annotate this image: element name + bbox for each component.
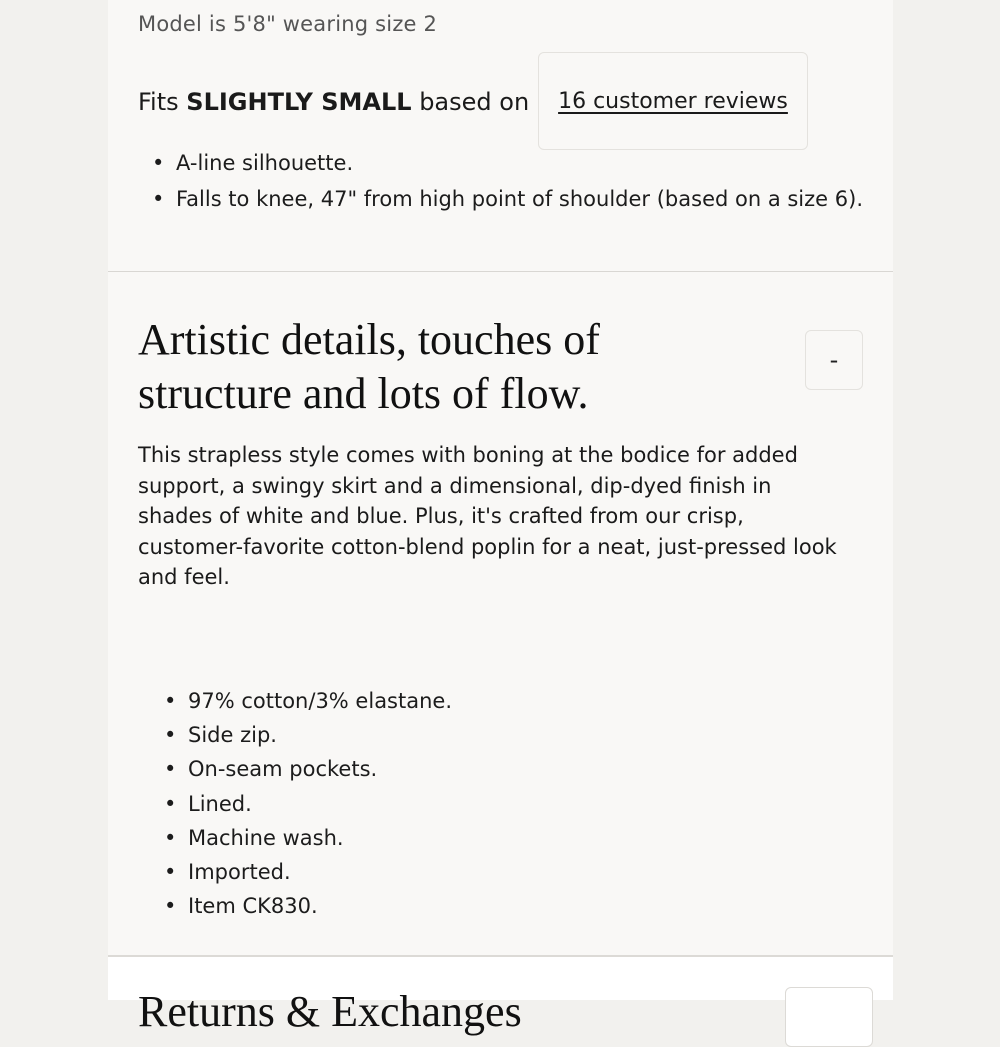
list-item — [150, 150, 870, 176]
list-item — [162, 787, 452, 821]
fit-details-list — [150, 150, 870, 222]
model-size-note: Model is 5'8" wearing size 2 — [138, 12, 438, 36]
returns-heading: Returns & Exchanges — [138, 987, 522, 1036]
bullet-icon: • — [164, 860, 177, 885]
list-item — [150, 186, 870, 212]
bullet-icon: • — [164, 757, 177, 782]
fit-prefix: Fits — [138, 88, 187, 116]
returns-section[interactable] — [108, 957, 893, 1036]
feature-text: 97% cotton/3% elastane. — [188, 689, 453, 713]
bullet-icon: • — [164, 723, 177, 748]
list-item — [162, 889, 452, 923]
bullet-icon: • — [152, 151, 165, 175]
list-item — [162, 752, 452, 786]
list-item — [162, 718, 452, 752]
feature-text: Lined. — [188, 791, 252, 816]
fit-suffix: based on — [411, 88, 530, 116]
product-description: This strapless style comes with boning at the bodice for added support, a swingy skirt and a dimensional, dip-dyed finish in shades of white and blue. Plus, it's crafted from our crisp, customer-favorite cotton-blend poplin for a neat, just-pressed look and feel. — [138, 443, 837, 589]
bullet-icon: • — [164, 791, 177, 816]
collapse-section-button[interactable]: - — [805, 330, 863, 390]
customer-reviews-link[interactable]: 16 customer reviews — [538, 52, 808, 150]
bullet-icon: • — [164, 689, 177, 713]
fit-summary — [138, 52, 529, 152]
list-item — [162, 855, 452, 889]
list-item — [162, 821, 452, 855]
feature-text: Machine wash. — [188, 825, 344, 850]
details-heading: Artistic details, touches of structure and lots of flow. — [138, 315, 600, 418]
product-details-panel — [108, 0, 893, 1036]
bullet-icon: • — [164, 825, 177, 850]
list-item — [162, 684, 452, 718]
section-divider — [108, 271, 893, 272]
feature-text: Side zip. — [188, 723, 277, 748]
fit-detail-text: A-line silhouette. — [176, 151, 354, 175]
expand-section-button[interactable] — [785, 987, 873, 1047]
fit-rating: SLIGHTLY SMALL — [186, 88, 412, 116]
feature-text: On-seam pockets. — [188, 757, 378, 782]
feature-text: Imported. — [188, 860, 291, 885]
bullet-icon: • — [152, 187, 165, 211]
fit-detail-text: Falls to knee, 47" from high point of shoulder (based on a size 6). — [176, 187, 863, 211]
features-list — [162, 684, 452, 923]
bullet-icon: • — [164, 894, 177, 919]
feature-text: Item CK830. — [188, 894, 318, 919]
